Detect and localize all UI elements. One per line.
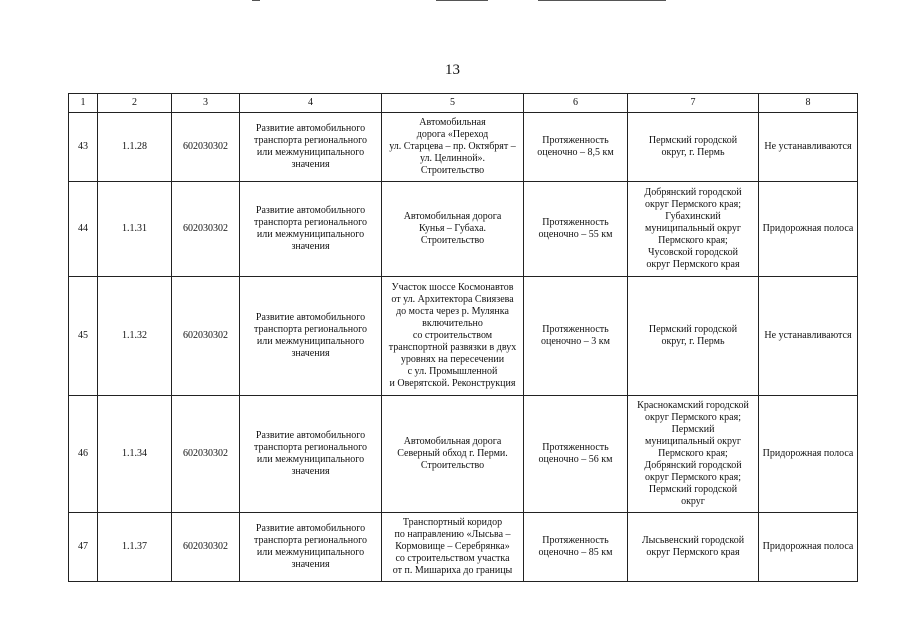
row-object: Автомобильная дорога Кунья – Губаха. Строительство <box>382 182 524 277</box>
row-purpose: Развитие автомобильного транспорта регионального или межмуниципального значения <box>240 182 382 277</box>
row-length: Протяженность оценочно – 8,5 км <box>524 113 628 182</box>
row-code: 1.1.32 <box>98 277 172 396</box>
header-cell: 8 <box>759 94 858 113</box>
row-number: 47 <box>69 513 98 582</box>
row-number: 46 <box>69 396 98 513</box>
row-length: Протяженность оценочно – 85 км <box>524 513 628 582</box>
row-id: 602030302 <box>172 396 240 513</box>
row-zone: Не устанавливаются <box>759 277 858 396</box>
row-location: Пермский городской округ, г. Пермь <box>628 277 759 396</box>
row-object: Участок шоссе Космонавтов от ул. Архитектора Свиязева до моста через р. Мулянка включительно со строительством транспортной развязки в двух уровнях на пересечении с ул. Промышленной и Оверятской. Реконструкция <box>382 277 524 396</box>
row-object: Транспортный коридор по направлению «Лысьва – Кормовище – Серебрянка» со строительством участка от п. Мишариха до границы <box>382 513 524 582</box>
row-location: Добрянский городской округ Пермского края; Губахинский муниципальный округ Пермского края; Чусовской городской округ Пермского края <box>628 182 759 277</box>
scan-mark <box>436 0 488 1</box>
row-length: Протяженность оценочно – 3 км <box>524 277 628 396</box>
table-row <box>69 396 858 513</box>
page-number: 13 <box>445 62 460 78</box>
row-location: Пермский городской округ, г. Пермь <box>628 113 759 182</box>
header-cell: 4 <box>240 94 382 113</box>
scan-mark <box>252 0 260 1</box>
row-id: 602030302 <box>172 513 240 582</box>
header-cell: 7 <box>628 94 759 113</box>
row-purpose: Развитие автомобильного транспорта регионального или межмуниципального значения <box>240 513 382 582</box>
table-row <box>69 277 858 396</box>
row-purpose: Развитие автомобильного транспорта регионального или межмуниципального значения <box>240 396 382 513</box>
header-cell: 5 <box>382 94 524 113</box>
row-code: 1.1.31 <box>98 182 172 277</box>
row-zone: Не устанавливаются <box>759 113 858 182</box>
row-object: Автомобильная дорога Северный обход г. Перми. Строительство <box>382 396 524 513</box>
row-length: Протяженность оценочно – 56 км <box>524 396 628 513</box>
scan-mark <box>538 0 666 1</box>
row-purpose: Развитие автомобильного транспорта регионального или межмуниципального значения <box>240 113 382 182</box>
header-cell: 1 <box>69 94 98 113</box>
row-code: 1.1.28 <box>98 113 172 182</box>
header-cell: 2 <box>98 94 172 113</box>
row-location: Краснокамский городской округ Пермского края; Пермский муниципальный округ Пермского края; Добрянский городской округ Пермского края; Пермский городской округ <box>628 396 759 513</box>
row-zone: Придорожная полоса <box>759 396 858 513</box>
table-row <box>69 182 858 277</box>
row-number: 43 <box>69 113 98 182</box>
row-id: 602030302 <box>172 182 240 277</box>
row-code: 1.1.37 <box>98 513 172 582</box>
row-code: 1.1.34 <box>98 396 172 513</box>
registry-table <box>68 93 858 582</box>
row-number: 44 <box>69 182 98 277</box>
table-row <box>69 113 858 182</box>
row-id: 602030302 <box>172 113 240 182</box>
row-zone: Придорожная полоса <box>759 182 858 277</box>
table-row <box>69 513 858 582</box>
row-object: Автомобильная дорога «Переход ул. Старцева – пр. Октябрят – ул. Целинной». Строительство <box>382 113 524 182</box>
row-purpose: Развитие автомобильного транспорта регионального или межмуниципального значения <box>240 277 382 396</box>
row-zone: Придорожная полоса <box>759 513 858 582</box>
row-location: Лысьвенский городской округ Пермского края <box>628 513 759 582</box>
row-length: Протяженность оценочно – 55 км <box>524 182 628 277</box>
header-cell: 6 <box>524 94 628 113</box>
table-header-row <box>69 94 858 113</box>
header-cell: 3 <box>172 94 240 113</box>
row-number: 45 <box>69 277 98 396</box>
row-id: 602030302 <box>172 277 240 396</box>
